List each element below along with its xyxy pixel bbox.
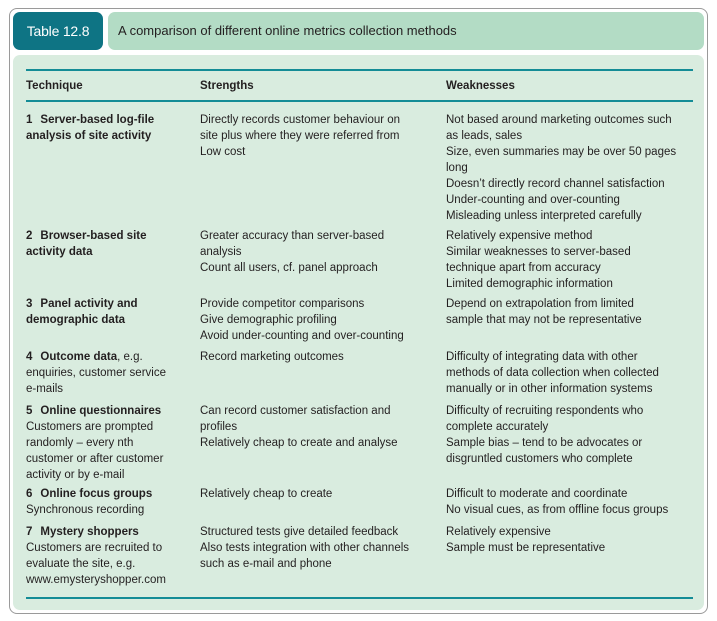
- strengths-cell: [200, 524, 440, 572]
- technique-description-line: Customers are recruited to: [26, 542, 163, 554]
- technique-cell: [26, 403, 196, 483]
- technique-description-line: enquiries, customer service: [26, 367, 166, 379]
- strength-line: Give demographic profiling: [200, 314, 337, 326]
- strength-line: Structured tests give detailed feedback: [200, 526, 399, 538]
- technique-name: Panel activity and: [40, 298, 138, 310]
- technique-description-line: evaluate the site, e.g.: [26, 558, 136, 570]
- technique-number: 5: [26, 405, 33, 417]
- technique-description-line: e-mails: [26, 383, 64, 395]
- technique-name: activity data: [26, 246, 93, 258]
- technique-cell: [26, 112, 196, 144]
- technique-name-line: [26, 112, 196, 128]
- technique-number: 1: [26, 114, 33, 126]
- weakness-line: Limited demographic information: [446, 278, 613, 290]
- technique-cell: [26, 228, 196, 260]
- weakness-line: Difficulty of integrating data with other: [446, 351, 638, 363]
- table-number-tag: Table 12.8: [13, 12, 103, 50]
- technique-name: Online questionnaires: [40, 405, 162, 417]
- weakness-line: Misleading unless interpreted carefully: [446, 210, 642, 222]
- technique-number: 6: [26, 488, 33, 500]
- table-title: A comparison of different online metrics collection methods: [108, 12, 704, 50]
- technique-description-line: Customers are prompted: [26, 421, 154, 433]
- weaknesses-cell: [446, 296, 694, 328]
- strength-line: Greater accuracy than server-based: [200, 230, 385, 242]
- technique-name: demographic data: [26, 314, 126, 326]
- technique-cell: [26, 524, 196, 588]
- weakness-line: Size, even summaries may be over 50 pages: [446, 146, 677, 158]
- strength-line: Count all users, cf. panel approach: [200, 262, 378, 274]
- strengths-cell: [200, 296, 440, 344]
- technique-description-line: randomly – every nth: [26, 437, 134, 449]
- table-bottom-rule: [26, 597, 693, 599]
- weakness-line: technique apart from accuracy: [446, 262, 601, 274]
- weakness-line: Sample must be representative: [446, 542, 606, 554]
- technique-name: Online focus groups: [40, 488, 153, 500]
- technique-cell: [26, 486, 196, 518]
- weakness-line: disgruntled customers who complete: [446, 453, 633, 465]
- technique-number: 4: [26, 351, 33, 363]
- strength-line: Also tests integration with other channels: [200, 542, 410, 554]
- technique-cell: [26, 349, 196, 397]
- strength-line: Relatively cheap to create and analyse: [200, 437, 398, 449]
- strengths-cell: [200, 112, 440, 160]
- technique-name: analysis of site activity: [26, 130, 152, 142]
- weaknesses-cell: [446, 112, 694, 224]
- strength-line: profiles: [200, 421, 238, 433]
- weakness-line: complete accurately: [446, 421, 549, 433]
- strength-line: Low cost: [200, 146, 246, 158]
- strengths-cell: [200, 403, 440, 451]
- technique-name: Server-based log-file: [40, 114, 155, 126]
- strength-line: Provide competitor comparisons: [200, 298, 365, 310]
- technique-description-line: Synchronous recording: [26, 504, 145, 516]
- technique-name-line: [26, 524, 196, 540]
- technique-number: 7: [26, 526, 33, 538]
- strength-line: Directly records customer behaviour on: [200, 114, 401, 126]
- technique-name: Outcome data: [40, 351, 118, 363]
- weakness-line: Relatively expensive method: [446, 230, 593, 242]
- weakness-line: No visual cues, as from offline focus groups: [446, 504, 669, 516]
- weakness-line: long: [446, 162, 468, 174]
- strength-line: such as e-mail and phone: [200, 558, 332, 570]
- technique-number: 2: [26, 230, 33, 242]
- technique-description-line: customer or after customer: [26, 453, 164, 465]
- technique-name: Browser-based site: [40, 230, 147, 242]
- technique-name-line: [26, 244, 196, 260]
- weakness-line: Relatively expensive: [446, 526, 551, 538]
- strengths-cell: [200, 486, 440, 502]
- strengths-cell: [200, 349, 440, 365]
- technique-name-line: [26, 228, 196, 244]
- column-header-weaknesses: Weaknesses: [446, 80, 515, 92]
- weakness-line: sample that may not be representative: [446, 314, 642, 326]
- strength-line: analysis: [200, 246, 242, 258]
- strength-line: site plus where they were referred from: [200, 130, 400, 142]
- technique-description-line: www.emysteryshopper.com: [26, 574, 166, 586]
- technique-cell: [26, 296, 196, 328]
- technique-name-line: [26, 312, 196, 328]
- weaknesses-cell: [446, 486, 694, 518]
- column-header-strengths: Strengths: [200, 80, 254, 92]
- technique-name-line: [26, 296, 196, 312]
- weakness-line: methods of data collection when collected: [446, 367, 659, 379]
- strength-line: Avoid under-counting and over-counting: [200, 330, 404, 342]
- weaknesses-cell: [446, 524, 694, 556]
- strength-line: Can record customer satisfaction and: [200, 405, 391, 417]
- weaknesses-cell: [446, 349, 694, 397]
- weakness-line: Depend on extrapolation from limited: [446, 298, 634, 310]
- header-top-rule: [26, 69, 693, 71]
- weakness-line: Under-counting and over-counting: [446, 194, 620, 206]
- technique-name-line: [26, 349, 196, 365]
- weakness-line: Similar weaknesses to server-based: [446, 246, 631, 258]
- technique-name-line: [26, 128, 196, 144]
- technique-name-line: [26, 486, 196, 502]
- weakness-line: Not based around marketing outcomes such: [446, 114, 672, 126]
- technique-tail: , e.g.: [117, 351, 143, 363]
- strengths-cell: [200, 228, 440, 276]
- strength-line: Relatively cheap to create: [200, 488, 333, 500]
- weakness-line: Difficulty of recruiting respondents who: [446, 405, 644, 417]
- weaknesses-cell: [446, 403, 694, 467]
- technique-description-line: activity or by e-mail: [26, 469, 125, 481]
- weakness-line: Sample bias – tend to be advocates or: [446, 437, 643, 449]
- header-bottom-rule: [26, 100, 693, 102]
- strength-line: Record marketing outcomes: [200, 351, 344, 363]
- weakness-line: as leads, sales: [446, 130, 523, 142]
- weakness-line: Doesn’t directly record channel satisfaction: [446, 178, 665, 190]
- technique-name-line: [26, 403, 196, 419]
- weaknesses-cell: [446, 228, 694, 292]
- weakness-line: Difficult to moderate and coordinate: [446, 488, 628, 500]
- column-header-technique: Technique: [26, 80, 83, 92]
- weakness-line: manually or in other information systems: [446, 383, 653, 395]
- technique-number: 3: [26, 298, 33, 310]
- technique-name: Mystery shoppers: [40, 526, 139, 538]
